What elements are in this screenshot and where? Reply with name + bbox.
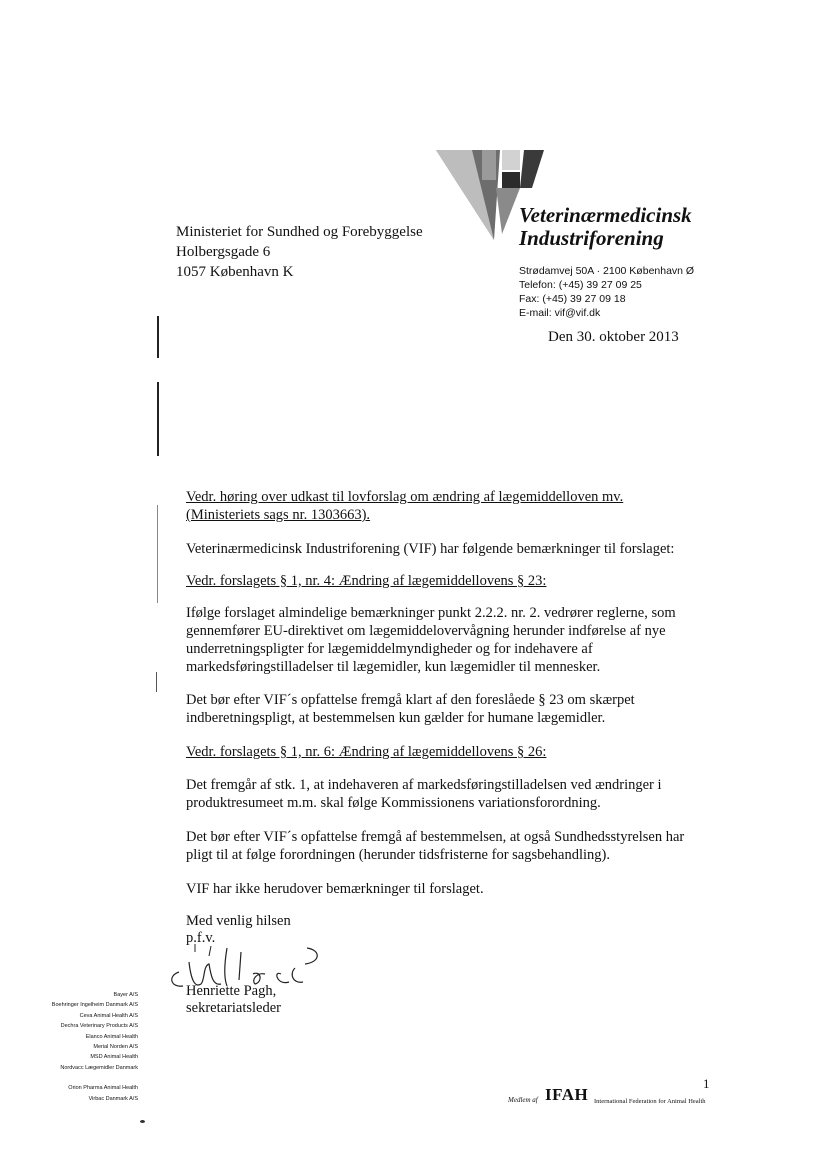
paragraph-line: underretningspligter for lægemiddelmyndigheder og for indehavere af (186, 641, 593, 657)
section-heading: Vedr. forslagets § 1, nr. 4: Ændring af lægemiddellovens § 23: (186, 573, 547, 589)
paragraph-line: indberetningspligt, at bestemmelsen kun gælder for humane lægemidler. (186, 710, 606, 726)
ifah-logo (545, 1085, 588, 1105)
sender-name (519, 204, 692, 250)
member-item: MSD Animal Health (90, 1054, 138, 1061)
greeting: Med venlig hilsen (186, 913, 291, 929)
paragraph-line: pligt til at følge forordningen (herunder tidsfristerne for sagsbehandling). (186, 847, 611, 863)
paragraph (186, 691, 746, 727)
recipient-line: Ministeriet for Sundhed og Forebyggelse (176, 224, 423, 240)
letter-date: Den 30. oktober 2013 (548, 329, 679, 345)
paragraph (186, 604, 746, 676)
member-list (0, 990, 138, 1104)
sender-name-line: Veterinærmedicinsk (519, 203, 692, 227)
sender-phone: Telefon: (+45) 39 27 09 25 (519, 279, 642, 291)
paragraph-line: produktresumeet m.m. skal følge Kommissionens variationsforordning. (186, 795, 601, 811)
paragraph (186, 776, 746, 812)
member-item: Virbac Danmark A/S (88, 1095, 138, 1102)
closing-note: VIF har ikke herudover bemærkninger til forslaget. (186, 881, 484, 897)
recipient-line: 1057 København K (176, 264, 294, 280)
footer-member-of: Medlem af (508, 1096, 538, 1104)
intro-paragraph: Veterinærmedicinsk Industriforening (VIF) har følgende bemærkninger til forslaget: (186, 541, 675, 557)
margin-mark (157, 505, 158, 603)
margin-mark (156, 672, 157, 692)
member-item: Ceva Animal Health A/S (79, 1012, 138, 1019)
member-item: Dechra Veterinary Products A/S (60, 1023, 138, 1030)
ifah-full-name: International Federation for Animal Health (594, 1098, 706, 1105)
subject (186, 488, 746, 524)
member-item: Orion Pharma Animal Health (68, 1085, 138, 1092)
paragraph-line: Ifølge forslaget almindelige bemærkninger punkt 2.2.2. nr. 2. vedrører reglerne, som (186, 605, 676, 621)
member-item: Nordvacc Lægemidler Danmark (60, 1064, 138, 1071)
section-heading: Vedr. forslagets § 1, nr. 6: Ændring af lægemiddellovens § 26: (186, 744, 547, 760)
signer-title: sekretariatsleder (186, 1000, 282, 1016)
subject-line: (Ministeriets sags nr. 1303663). (186, 507, 371, 523)
margin-mark (157, 382, 159, 456)
page-number: 1 (703, 1076, 710, 1091)
paragraph-line: Det bør efter VIF´s opfattelse fremgå af bestemmelsen, at også Sundhedsstyrelsen har (186, 829, 685, 845)
sender-fax: Fax: (+45) 39 27 09 18 (519, 293, 626, 305)
pfv: p.f.v. (186, 930, 216, 946)
subject-line: Vedr. høring over udkast til lovforslag om ændring af lægemiddelloven mv. (186, 489, 624, 505)
sender-email: E-mail: vif@vif.dk (519, 307, 601, 319)
scan-dot (140, 1120, 145, 1123)
recipient-address (176, 222, 423, 282)
sender-contact (519, 264, 694, 320)
member-item: Elanco Animal Health (85, 1033, 138, 1040)
paragraph (186, 828, 746, 864)
ifah-logo-text: IFAH (545, 1085, 589, 1104)
recipient-line: Holbergsgade 6 (176, 244, 271, 260)
paragraph-line: gennemfører EU-direktivet om lægemiddelovervågning herunder indførelse af nye (186, 623, 666, 639)
sender-address: Strødamvej 50A · 2100 København Ø (519, 265, 695, 277)
signer-name: Henriette Pagh, (186, 983, 277, 999)
paragraph-line: Det fremgår af stk. 1, at indehaveren af markedsføringstilladelsen ved ændringer i (186, 777, 662, 793)
paragraph-line: markedsføringstilladelser til lægemidler, kun lægemidler til mennesker. (186, 659, 601, 675)
member-item: Bayer A/S (113, 992, 138, 998)
paragraph-line: Det bør efter VIF´s opfattelse fremgå klart af den foreslåede § 23 om skærpet (186, 692, 635, 708)
margin-mark (157, 316, 159, 358)
member-item: Boehringer Ingelheim Danmark A/S (51, 1002, 138, 1009)
member-item: Merial Norden A/S (93, 1044, 138, 1051)
sender-name-line: Industriforening (519, 226, 664, 250)
